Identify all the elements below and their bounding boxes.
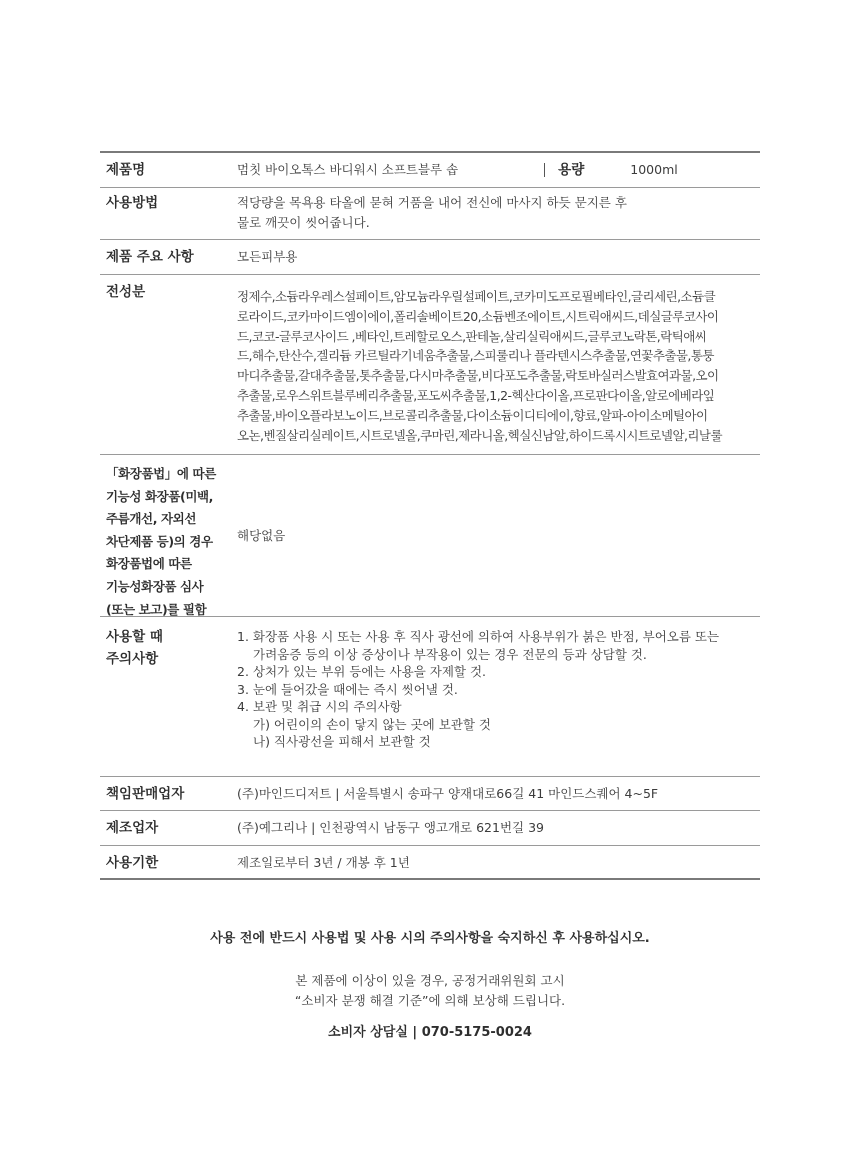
row-spec bbox=[100, 239, 760, 274]
row-functional bbox=[100, 454, 760, 616]
maker-value: (주)예그리나 | 인천광역시 남동구 앵고개로 621번길 39 bbox=[237, 820, 544, 835]
ingredients-line: 오논,벤질살리실레이트,시트로넬올,쿠마린,제라니올,헥실신남알,하이드록시시트로넬알,리날룰 bbox=[237, 427, 722, 443]
caution-item: 2. 상처가 있는 부위 등에는 사용을 자제할 것. bbox=[237, 664, 486, 679]
caution-item: 3. 눈에 들어갔을 때에는 즉시 씻어낼 것. bbox=[237, 681, 458, 697]
ingredients-line: 로라이드,코카마이드엠이에이,폴리솔베이트20,소듐벤조에이트,시트릭애씨드,데실글루코사이 bbox=[237, 308, 719, 324]
caution-sub-item: 나) 직사광선을 피해서 보관할 것 bbox=[253, 734, 431, 749]
usage-value bbox=[237, 188, 760, 239]
volume-value: 1000ml bbox=[630, 162, 678, 177]
claim-line: 본 제품에 이상이 있을 경우, 공정거래위원회 고시 bbox=[295, 973, 565, 988]
product-info-table bbox=[100, 151, 760, 880]
caution-sub-item: 가) 어린이의 손이 닿지 않는 곳에 보관할 것 bbox=[253, 716, 491, 732]
ingredients-label: 전성분 bbox=[106, 284, 146, 300]
usage-notice: 사용 전에 반드시 사용법 및 사용 시의 주의사항을 숙지하신 후 사용하십시오. bbox=[210, 931, 650, 946]
row-usage bbox=[100, 187, 760, 239]
expiry-label: 사용기한 bbox=[106, 855, 159, 871]
usage-label: 사용방법 bbox=[106, 195, 159, 211]
ingredients-line: 추출물,바이오플라보노이드,브로콜리추출물,다이소듐이디티에이,향료,알파-아이소메틸아이 bbox=[237, 407, 708, 423]
row-product-name bbox=[100, 153, 760, 187]
row-expiry bbox=[100, 845, 760, 878]
functional-label-line: 기능성 화장품(미백, bbox=[106, 488, 214, 504]
caution-item: 가려움증 등의 이상 증상이나 부작용이 있는 경우 전문의 등과 상담할 것. bbox=[253, 646, 647, 662]
ingredients-line: 드,코코-글루코사이드 ,베타인,트레할로오스,판테놀,살리실릭애씨드,글루코노락톤,락틱애씨 bbox=[237, 328, 707, 344]
functional-label-line: 차단제품 등)의 경우 bbox=[106, 533, 213, 549]
functional-label-line: (또는 보고)를 필함 bbox=[106, 601, 207, 617]
caution-label bbox=[100, 617, 237, 776]
usage-line: 물로 깨끗이 씻어줍니다. bbox=[237, 215, 370, 230]
maker-label: 제조업자 bbox=[106, 820, 159, 836]
product-name-cell bbox=[237, 153, 760, 187]
functional-label bbox=[100, 455, 237, 616]
row-seller bbox=[100, 776, 760, 810]
functional-label-line: 기능성화장품 심사 bbox=[106, 578, 204, 594]
consumer-contact: 소비자 상담실 | 070-5175-0024 bbox=[328, 1025, 532, 1040]
caution-item: 4. 보관 및 취급 시의 주의사항 bbox=[237, 699, 402, 714]
product-name-value: 멈칫 바이오톡스 바디워시 소프트블루 솝 bbox=[237, 162, 459, 177]
ingredients-line: 추출물,로우스위트블루베리추출물,포도씨추출물,1,2-헥산다이올,프로판다이올,알로에베라잎 bbox=[237, 387, 715, 403]
caution-list bbox=[237, 617, 760, 776]
row-ingredients bbox=[100, 274, 760, 454]
spec-value: 모든피부용 bbox=[237, 249, 298, 264]
functional-value: 해당없음 bbox=[237, 527, 286, 543]
volume-label: 용량 bbox=[558, 162, 585, 178]
claim-line: “소비자 분쟁 해결 기준”에 의해 보상해 드립니다. bbox=[294, 993, 566, 1008]
ingredients-line: 마디추출물,갈대추출물,톳추출물,다시마추출물,비다포도추출물,락토바실러스발효여과물,오이 bbox=[237, 368, 719, 384]
spec-label: 제품 주요 사항 bbox=[106, 249, 194, 265]
caution-label-line: 주의사항 bbox=[106, 651, 159, 667]
ingredients-value bbox=[237, 275, 760, 454]
functional-label-line: 화장품법에 따른 bbox=[106, 556, 192, 572]
seller-value: (주)마인드디저트 | 서울특별시 송파구 양재대로66길 41 마인드스퀘어 4~5F bbox=[237, 786, 659, 801]
ingredients-line: 드,해수,탄산수,겔리듐 카르틸라기네움추출물,스피룰리나 플라텐시스추출물,연꽃추출물,통퉁 bbox=[237, 348, 714, 364]
expiry-value: 제조일로부터 3년 / 개봉 후 1년 bbox=[237, 855, 410, 870]
product-name-label: 제품명 bbox=[106, 162, 146, 178]
seller-label: 책임판매업자 bbox=[106, 786, 185, 802]
caution-item: 1. 화장품 사용 시 또는 사용 후 직사 광선에 의하여 사용부위가 붉은 반점, 부어오름 또는 bbox=[237, 629, 720, 644]
row-maker bbox=[100, 810, 760, 845]
functional-label-line: 「화장품법」에 따른 bbox=[106, 466, 216, 481]
row-caution bbox=[100, 616, 760, 776]
ingredients-line: 정제수,소듐라우레스설페이트,암모늄라우릴설페이트,코카미도프로필베타인,글리세린,소듐클 bbox=[237, 289, 716, 304]
functional-label-line: 주름개선, 자외선 bbox=[106, 511, 197, 527]
usage-line: 적당량을 목욕용 타올에 묻혀 거품을 내어 전신에 마사지 하듯 문지른 후 bbox=[237, 195, 627, 210]
divider bbox=[544, 163, 545, 177]
caution-label-line: 사용할 때 bbox=[106, 629, 163, 645]
